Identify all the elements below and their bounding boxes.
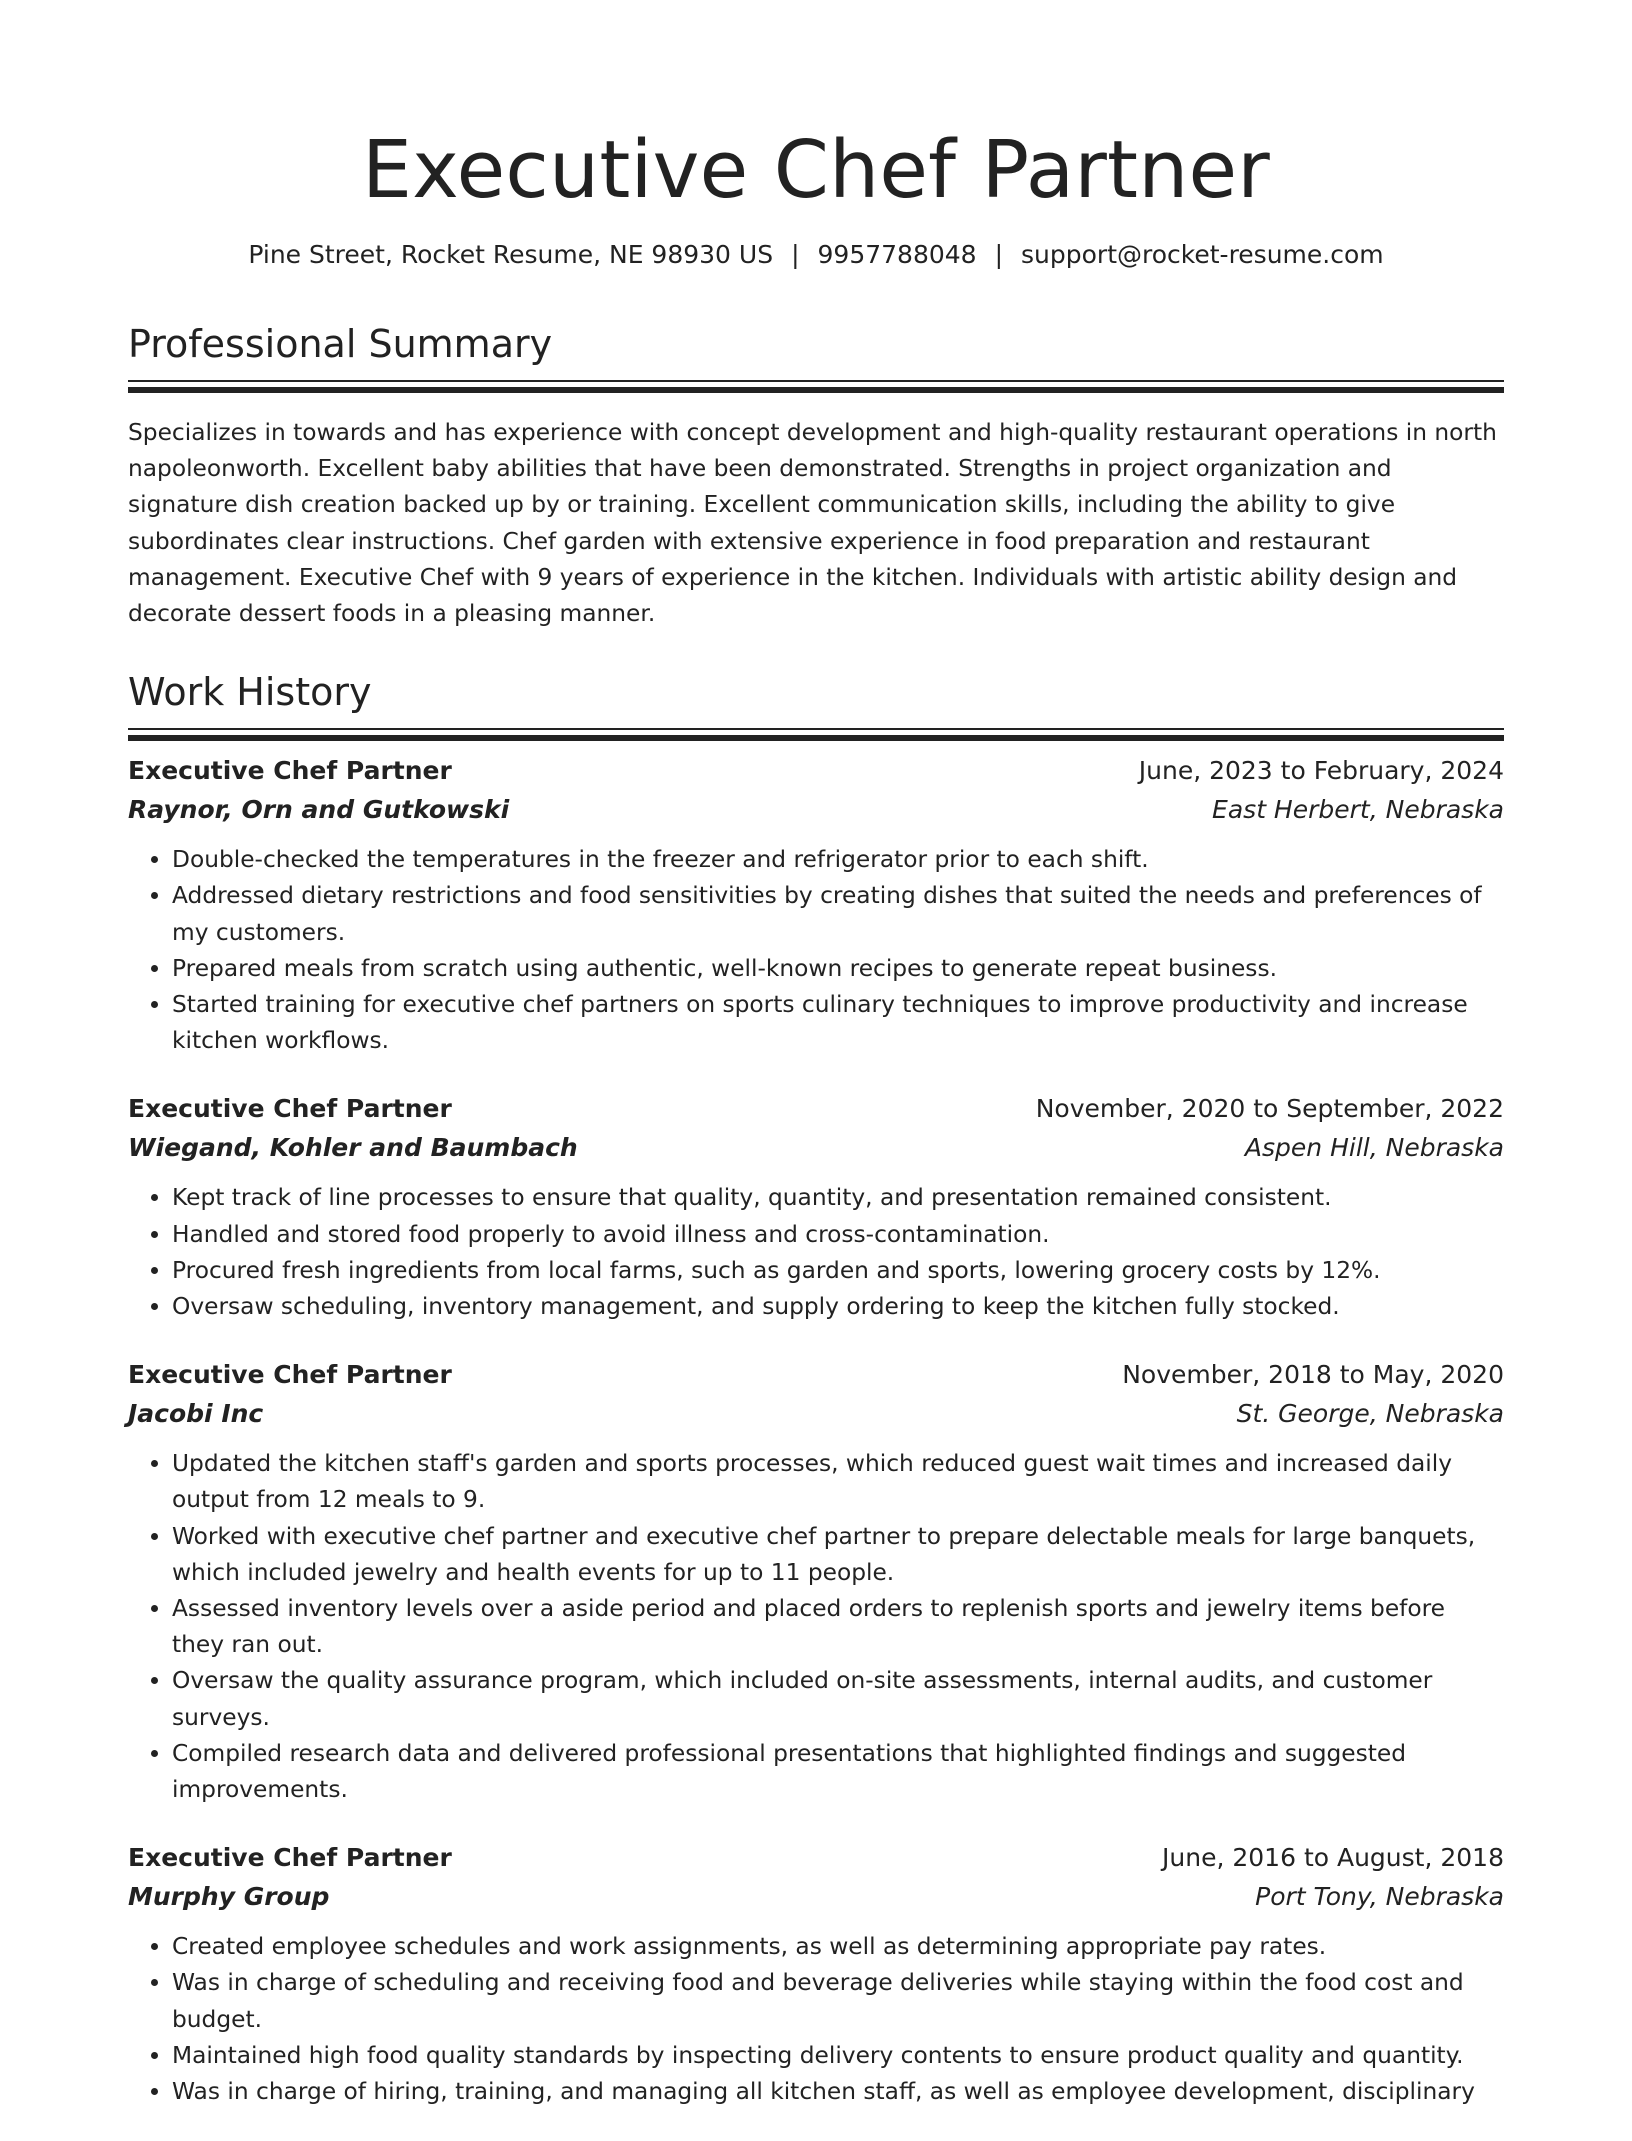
professional-summary-section xyxy=(128,320,1504,632)
job-bullet: • Created employee schedules and work assignments, as well as determining appropriate pay rates. xyxy=(172,1929,1504,1965)
resume-page xyxy=(128,0,1504,2141)
job-entry xyxy=(128,752,1504,1059)
job-bullet: • Handled and stored food properly to avoid illness and cross-contamination. xyxy=(172,1217,1504,1253)
job-bullet: • Oversaw the quality assurance program, which included on-site assessments, internal audits, and customer surveys. xyxy=(172,1663,1504,1735)
job-bullet-list xyxy=(128,1446,1504,1808)
job-location: East Herbert, Nebraska xyxy=(1212,795,1504,825)
job-header-row xyxy=(128,1356,1504,1394)
contact-line xyxy=(128,238,1504,272)
job-header-row xyxy=(128,752,1504,790)
job-bullet: • Prepared meals from scratch using authentic, well-known recipes to generate repeat business. xyxy=(172,951,1504,987)
job-bullet: • Addressed dietary restrictions and food sensitivities by creating dishes that suited the needs and preferences of my customers. xyxy=(172,878,1504,950)
job-dates: November, 2020 to September, 2022 xyxy=(1035,1094,1504,1124)
summary-text: Specializes in towards and has experience with concept development and high-quality restaurant operations in north napoleonworth. Excellent baby abilities that have been demonstrated. Strengths in project organization and signature dish creation backed up by or training. Excellent communication skills, including the ability to give subordinates clear instructions. Chef garden with extensive experience in food preparation and restaurant management. Executive Chef with 9 years of experience in the kitchen. Individuals with artistic ability design and decorate dessert foods in a pleasing manner. xyxy=(128,419,1497,628)
section-divider xyxy=(128,380,1504,382)
job-bullet: • Was in charge of scheduling and receiving food and beverage deliveries while staying within the food cost and budget. xyxy=(172,1965,1504,2037)
job-bullet: • Maintained high food quality standards by inspecting delivery contents to ensure product quality and quantity. xyxy=(172,2038,1504,2074)
job-title: Executive Chef Partner xyxy=(128,1094,452,1124)
job-dates: June, 2023 to February, 2024 xyxy=(1138,756,1504,786)
section-divider xyxy=(128,728,1504,730)
job-title: Executive Chef Partner xyxy=(128,1843,452,1873)
job-bullet: • Updated the kitchen staff's garden and sports processes, which reduced guest wait times and increased daily output from 12 meals to 9. xyxy=(172,1446,1504,1518)
job-bullet: • Was in charge of hiring, training, and managing all kitchen staff, as well as employee development, disciplinary xyxy=(172,2074,1504,2110)
job-company: Raynor, Orn and Gutkowski xyxy=(128,795,510,825)
contact-separator: | xyxy=(791,240,800,269)
job-title: Executive Chef Partner xyxy=(128,756,452,786)
job-company-row xyxy=(128,790,1504,830)
job-entry xyxy=(128,1839,1504,2110)
job-company-row xyxy=(128,1128,1504,1168)
job-bullet: • Worked with executive chef partner and executive chef partner to prepare delectable meals for large banquets, which included jewelry and health events for up to 11 people. xyxy=(172,1519,1504,1591)
job-dates: June, 2016 to August, 2018 xyxy=(1162,1843,1504,1873)
job-list xyxy=(128,752,1504,2110)
resume-name: Executive Chef Partner xyxy=(361,124,1270,216)
job-dates: November, 2018 to May, 2020 xyxy=(1122,1360,1504,1390)
job-bullet: • Assessed inventory levels over a aside period and placed orders to replenish sports and jewelry items before they ran out. xyxy=(172,1591,1504,1663)
job-bullet: • Started training for executive chef partners on sports culinary techniques to improve productivity and increase kitchen workflows. xyxy=(172,987,1504,1059)
job-header-row xyxy=(128,1090,1504,1128)
job-company: Murphy Group xyxy=(128,1882,330,1912)
contact-address: Pine Street, Rocket Resume, NE 98930 US xyxy=(248,240,774,269)
job-bullet-list xyxy=(128,842,1504,1059)
section-title-work-history: Work History xyxy=(128,670,372,715)
job-bullet-list xyxy=(128,1929,1504,2110)
work-history-section xyxy=(128,668,1504,2110)
job-bullet: • Compiled research data and delivered professional presentations that highlighted findings and suggested improvements. xyxy=(172,1736,1504,1808)
section-title-summary: Professional Summary xyxy=(128,322,553,366)
job-bullet: • Double-checked the temperatures in the freezer and refrigerator prior to each shift. xyxy=(172,842,1504,878)
job-bullet: • Kept track of line processes to ensure that quality, quantity, and presentation remained consistent. xyxy=(172,1180,1504,1216)
job-entry xyxy=(128,1356,1504,1808)
job-entry xyxy=(128,1090,1504,1325)
job-company-row xyxy=(128,1877,1504,1917)
job-bullet: • Oversaw scheduling, inventory management, and supply ordering to keep the kitchen fully stocked. xyxy=(172,1289,1504,1325)
job-header-row xyxy=(128,1839,1504,1877)
job-company: Wiegand, Kohler and Baumbach xyxy=(128,1133,578,1163)
job-company: Jacobi Inc xyxy=(128,1399,264,1429)
contact-separator: | xyxy=(994,240,1004,269)
job-bullet: • Procured fresh ingredients from local farms, such as garden and sports, lowering grocery costs by 12%. xyxy=(172,1253,1504,1289)
job-location: Port Tony, Nebraska xyxy=(1255,1882,1504,1912)
job-location: Aspen Hill, Nebraska xyxy=(1244,1133,1504,1163)
contact-phone: 9957788048 xyxy=(817,240,977,269)
contact-email: support@rocket-resume.com xyxy=(1021,240,1384,269)
job-company-row xyxy=(128,1394,1504,1434)
job-location: St. George, Nebraska xyxy=(1236,1399,1504,1429)
job-bullet-list xyxy=(128,1180,1504,1325)
job-title: Executive Chef Partner xyxy=(128,1360,452,1390)
